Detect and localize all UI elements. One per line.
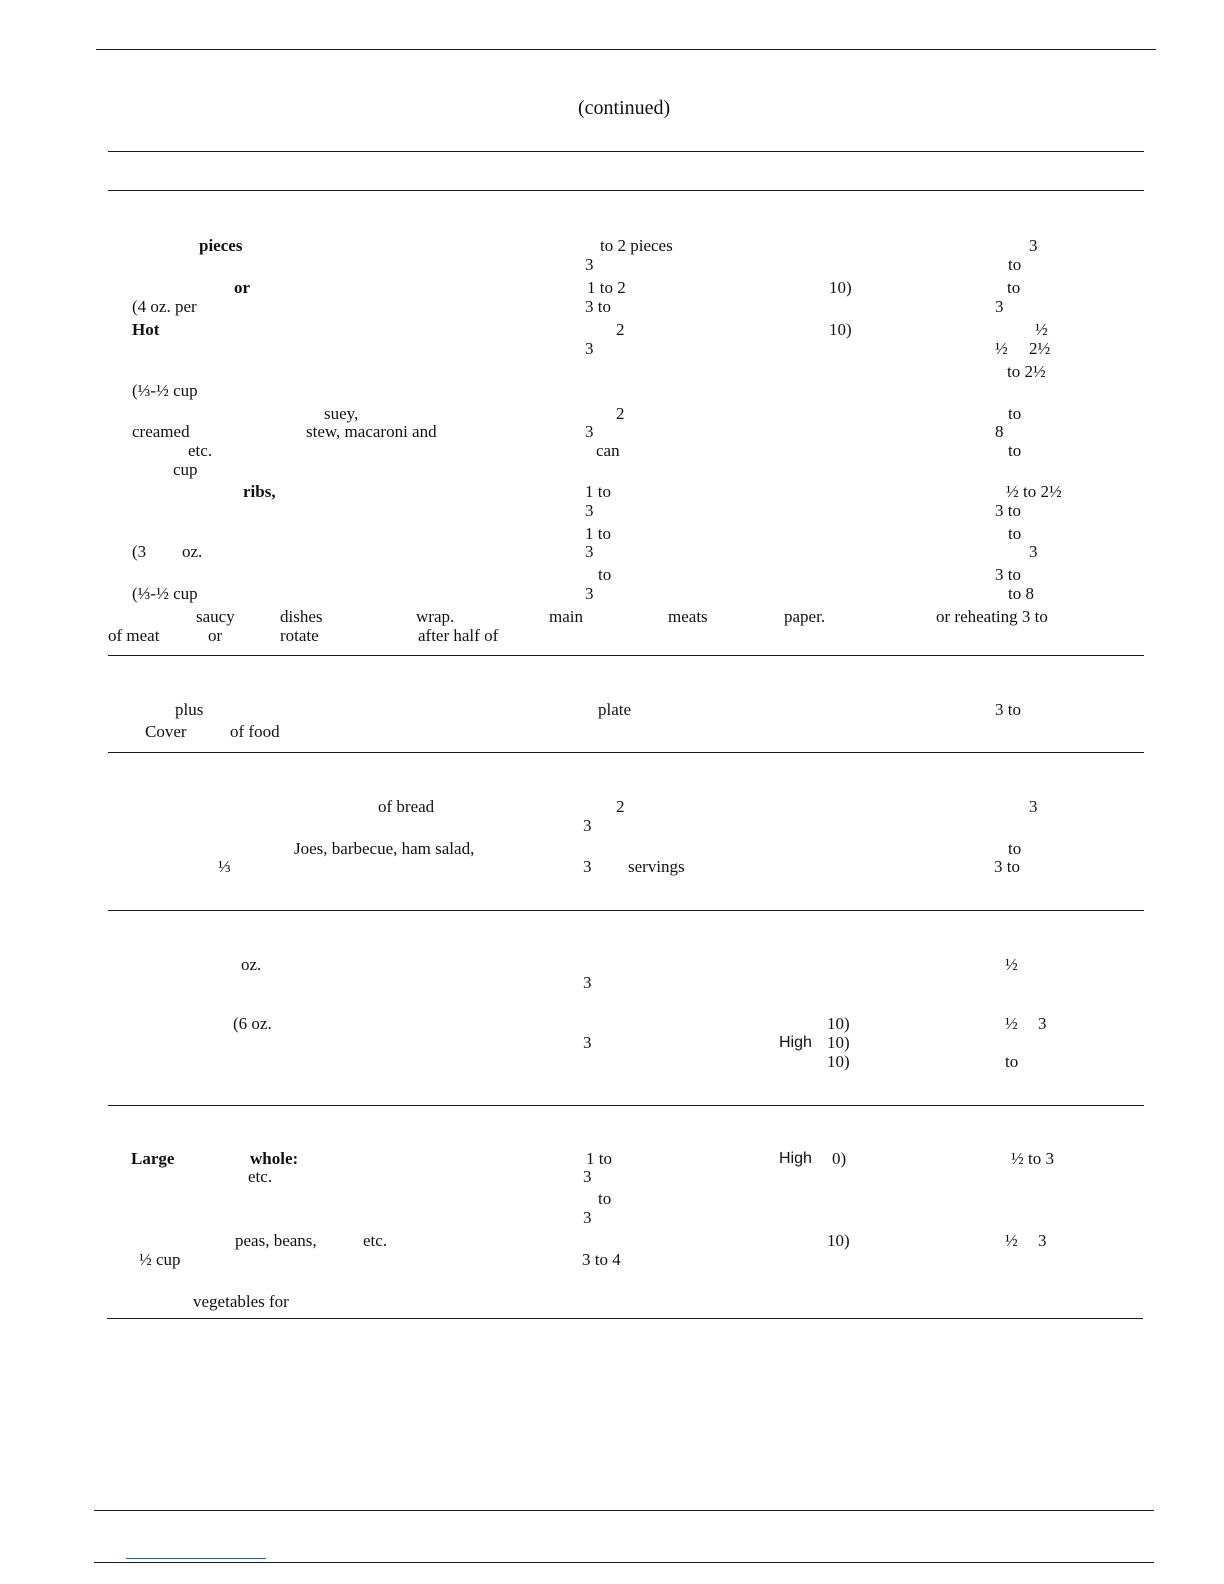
table-cell: can bbox=[596, 441, 620, 460]
table-cell: cup bbox=[173, 460, 198, 479]
table-cell: peas, beans, bbox=[235, 1231, 317, 1250]
table-cell: 3 bbox=[1029, 797, 1038, 816]
table-cell: 3 bbox=[585, 255, 594, 274]
section-divider bbox=[108, 752, 1144, 753]
table-cell: 10) bbox=[829, 278, 852, 297]
table-header-rule-top bbox=[108, 151, 1144, 152]
table-cell: suey, bbox=[324, 404, 359, 423]
table-cell: 3 bbox=[583, 1167, 592, 1186]
table-cell: plus bbox=[175, 700, 204, 719]
top-rule bbox=[96, 49, 1156, 50]
table-cell: 3 bbox=[583, 1208, 592, 1227]
table-cell: ½ bbox=[1005, 1014, 1018, 1033]
table-cell: ½ bbox=[1005, 955, 1018, 974]
table-cell: of bread bbox=[378, 797, 435, 816]
table-cell: 3 to bbox=[995, 565, 1021, 584]
table-cell: creamed bbox=[132, 422, 190, 441]
table-cell: oz. bbox=[182, 542, 203, 561]
table-cell: 3 bbox=[995, 297, 1004, 316]
table-cell: ½ bbox=[995, 339, 1008, 358]
table-cell: 3 bbox=[583, 816, 592, 835]
table-cell: plate bbox=[598, 700, 632, 719]
table-cell: ⅓ bbox=[218, 857, 231, 876]
table-cell: 8 bbox=[995, 422, 1004, 441]
table-cell: 2 bbox=[616, 797, 625, 816]
table-cell: stew, macaroni and bbox=[306, 422, 437, 441]
table-cell: 10) bbox=[827, 1014, 850, 1033]
footnote-text: rotate bbox=[280, 626, 319, 645]
table-cell: 1 to bbox=[585, 524, 611, 543]
table-cell: pieces bbox=[199, 236, 243, 255]
table-cell: 3 bbox=[1029, 236, 1038, 255]
table-cell: ½ bbox=[1035, 320, 1048, 339]
table-cell: 0) bbox=[832, 1149, 847, 1168]
table-cell: to 2 pieces bbox=[600, 236, 673, 255]
table-cell: 10) bbox=[827, 1033, 850, 1052]
table-cell: etc. bbox=[363, 1231, 388, 1250]
table-cell: 3 to bbox=[994, 857, 1020, 876]
table-cell: Large bbox=[131, 1149, 175, 1168]
footnote-text: or bbox=[208, 626, 223, 645]
table-cell: 10) bbox=[827, 1052, 850, 1071]
table-cell: 3 to bbox=[995, 700, 1021, 719]
table-cell: 3 bbox=[585, 501, 594, 520]
table-cell: (3 bbox=[132, 542, 147, 561]
table-cell: to bbox=[1005, 1052, 1019, 1071]
table-cell: 10) bbox=[827, 1231, 850, 1250]
table-cell: to 8 bbox=[1008, 584, 1034, 603]
table-cell: to bbox=[1007, 278, 1021, 297]
table-cell: 2½ bbox=[1029, 339, 1051, 358]
table-cell: 3 to 4 bbox=[582, 1250, 621, 1269]
table-cell: to bbox=[1008, 404, 1022, 423]
table-cell: to 2½ bbox=[1007, 362, 1046, 381]
table-cell: whole: bbox=[250, 1149, 299, 1168]
table-cell: ½ bbox=[1005, 1231, 1018, 1250]
section-divider bbox=[108, 655, 1144, 656]
table-cell: ½ to 2½ bbox=[1006, 482, 1062, 501]
table-cell: 3 bbox=[585, 422, 594, 441]
table-cell: 3 bbox=[585, 542, 594, 561]
footnote-text: saucy bbox=[196, 607, 235, 626]
table-cell: 1 to bbox=[586, 1149, 612, 1168]
table-cell: High bbox=[779, 1034, 812, 1051]
table-cell: 3 to bbox=[995, 501, 1021, 520]
table-cell: (4 oz. per bbox=[132, 297, 197, 316]
footnote-text: main bbox=[549, 607, 583, 626]
table-cell: 3 bbox=[583, 973, 592, 992]
table-cell: 1 to bbox=[585, 482, 611, 501]
footnote-text: or reheating 3 to bbox=[936, 607, 1048, 626]
table-cell: or bbox=[234, 278, 251, 297]
table-cell: (⅓-½ cup bbox=[132, 381, 198, 400]
table-cell: 3 bbox=[1038, 1014, 1047, 1033]
bottom-edge-rule bbox=[94, 1562, 1154, 1563]
continued-heading: (continued) bbox=[578, 97, 671, 119]
footnote-text: of meat bbox=[108, 626, 160, 645]
section-divider bbox=[108, 910, 1144, 911]
table-cell: (⅓-½ cup bbox=[132, 584, 198, 603]
section-divider bbox=[108, 1105, 1144, 1106]
table-cell: Cover bbox=[145, 722, 187, 741]
footnote-text: wrap. bbox=[416, 607, 455, 626]
table-header-rule-bottom bbox=[108, 190, 1144, 191]
table-cell: 3 bbox=[1038, 1231, 1047, 1250]
table-cell: ½ cup bbox=[139, 1250, 181, 1269]
table-cell: to bbox=[1008, 441, 1022, 460]
table-cell: 3 to bbox=[585, 297, 611, 316]
table-cell: 2 bbox=[616, 404, 625, 423]
table-cell: 3 bbox=[585, 584, 594, 603]
table-cell: 3 bbox=[1029, 542, 1038, 561]
section-divider bbox=[107, 1318, 1143, 1319]
table-cell: Hot bbox=[132, 320, 160, 339]
table-cell: 3 bbox=[583, 1033, 592, 1052]
table-cell: vegetables for bbox=[193, 1292, 289, 1311]
table-cell: etc. bbox=[188, 441, 213, 460]
table-cell: ribs, bbox=[243, 482, 276, 501]
table-cell: 3 bbox=[585, 339, 594, 358]
table-cell: oz. bbox=[241, 955, 262, 974]
table-cell: to bbox=[598, 565, 612, 584]
table-cell: to bbox=[1008, 839, 1022, 858]
table-cell: 3 bbox=[583, 857, 592, 876]
footer-link-underline bbox=[126, 1558, 266, 1559]
table-cell: High bbox=[779, 1150, 812, 1167]
footer-rule bbox=[94, 1510, 1154, 1511]
table-cell: 2 bbox=[616, 320, 625, 339]
table-cell: Joes, barbecue, ham salad, bbox=[294, 839, 475, 858]
table-cell: to bbox=[1008, 255, 1022, 274]
table-cell: to bbox=[598, 1189, 612, 1208]
footnote-text: paper. bbox=[784, 607, 826, 626]
table-cell: of food bbox=[230, 722, 280, 741]
table-cell: servings bbox=[628, 857, 685, 876]
footnote-text: meats bbox=[668, 607, 708, 626]
table-cell: ½ to 3 bbox=[1011, 1149, 1054, 1168]
footnote-text: dishes bbox=[280, 607, 323, 626]
table-cell: (6 oz. bbox=[233, 1014, 272, 1033]
table-cell: to bbox=[1008, 524, 1022, 543]
table-cell: etc. bbox=[248, 1167, 273, 1186]
table-cell: 10) bbox=[829, 320, 852, 339]
footnote-text: after half of bbox=[418, 626, 499, 645]
table-cell: 1 to 2 bbox=[587, 278, 626, 297]
